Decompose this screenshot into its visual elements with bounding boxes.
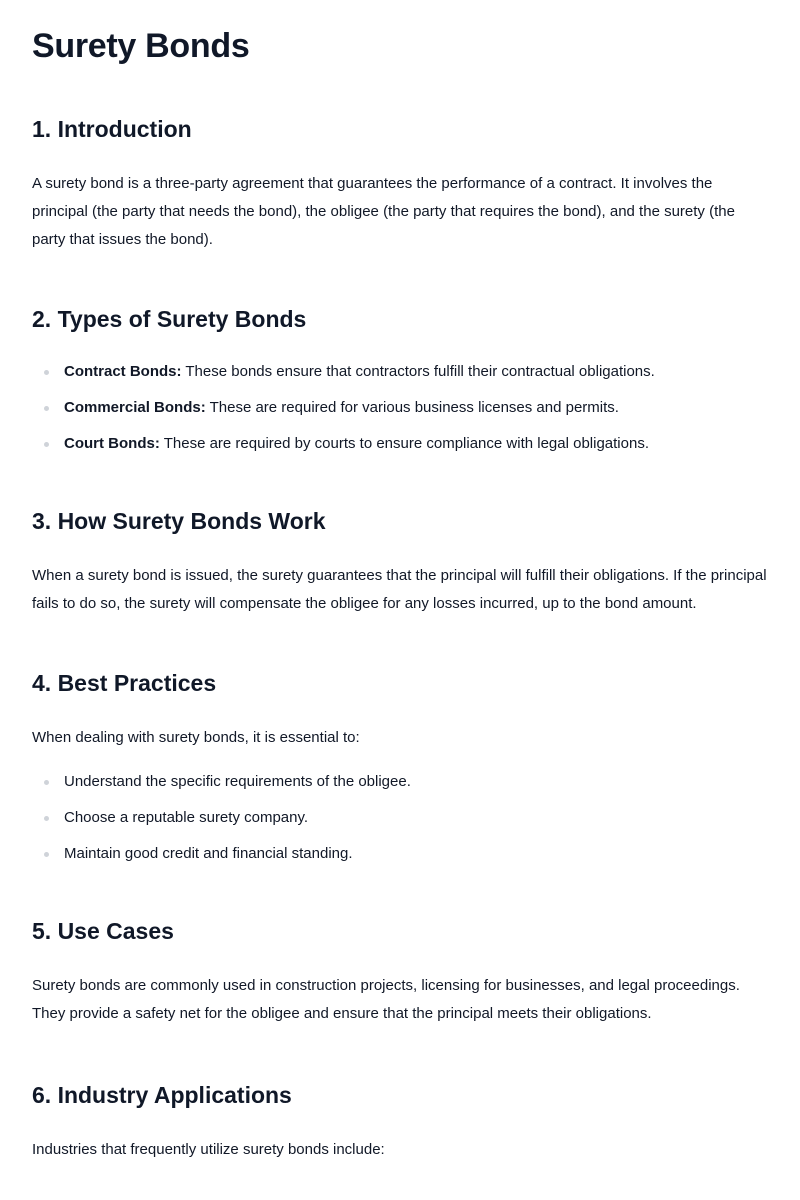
list-item-text: Maintain good credit and financial standing. <box>64 845 353 862</box>
section-heading-use-cases: 5. Use Cases <box>32 918 174 944</box>
use-cases-paragraph: Surety bonds are commonly used in construction projects, licensing for businesses, and legal proceedings. They provide a safety net for the obligee and ensure that the principal meets their obligations. <box>32 977 740 1022</box>
list-item-text: Choose a reputable surety company. <box>64 809 309 826</box>
list-item <box>32 354 768 390</box>
list-item <box>32 800 768 836</box>
introduction-paragraph: A surety bond is a three-party agreement that guarantees the performance of a contract. It involves the principal (the party that needs the bond), the obligee (the party that requires the bond), and the surety (the party that issues the bond). <box>32 175 735 248</box>
bullet-icon <box>44 816 49 821</box>
bullet-icon <box>44 406 49 411</box>
list-item-text: These bonds ensure that contractors fulfill their contractual obligations. <box>181 363 655 380</box>
list-item-text: These are required for various business licenses and permits. <box>205 399 619 416</box>
section-heading-types: 2. Types of Surety Bonds <box>32 306 307 332</box>
how-it-works-paragraph: When a surety bond is issued, the surety guarantees that the principal will fulfill their obligations. If the principal fails to do so, the surety will compensate the obligee for any losses incurred, up to the bond amount. <box>32 567 767 612</box>
list-item <box>32 390 768 426</box>
list-item <box>32 426 768 462</box>
section-heading-industry-applications: 6. Industry Applications <box>32 1082 292 1108</box>
list-item-text: Understand the specific requirements of the obligee. <box>64 773 411 790</box>
best-practices-intro: When dealing with surety bonds, it is essential to: <box>32 729 360 746</box>
list-item-text: These are required by courts to ensure compliance with legal obligations. <box>159 435 649 452</box>
list-item-term: Commercial Bonds: <box>64 399 206 416</box>
list-item <box>32 764 768 800</box>
bullet-icon <box>44 370 49 375</box>
bullet-icon <box>44 442 49 447</box>
list-item-term: Contract Bonds: <box>64 363 182 380</box>
bullet-icon <box>44 852 49 857</box>
types-list <box>32 354 768 462</box>
section-heading-introduction: 1. Introduction <box>32 116 192 142</box>
list-item-term: Court Bonds: <box>64 435 160 452</box>
list-item <box>32 836 768 872</box>
bullet-icon <box>44 780 49 785</box>
section-heading-best-practices: 4. Best Practices <box>32 670 217 696</box>
best-practices-list <box>32 764 768 872</box>
industry-applications-intro: Industries that frequently utilize surety bonds include: <box>32 1141 385 1158</box>
page-title: Surety Bonds <box>32 27 250 65</box>
section-heading-how-it-works: 3. How Surety Bonds Work <box>32 508 326 534</box>
